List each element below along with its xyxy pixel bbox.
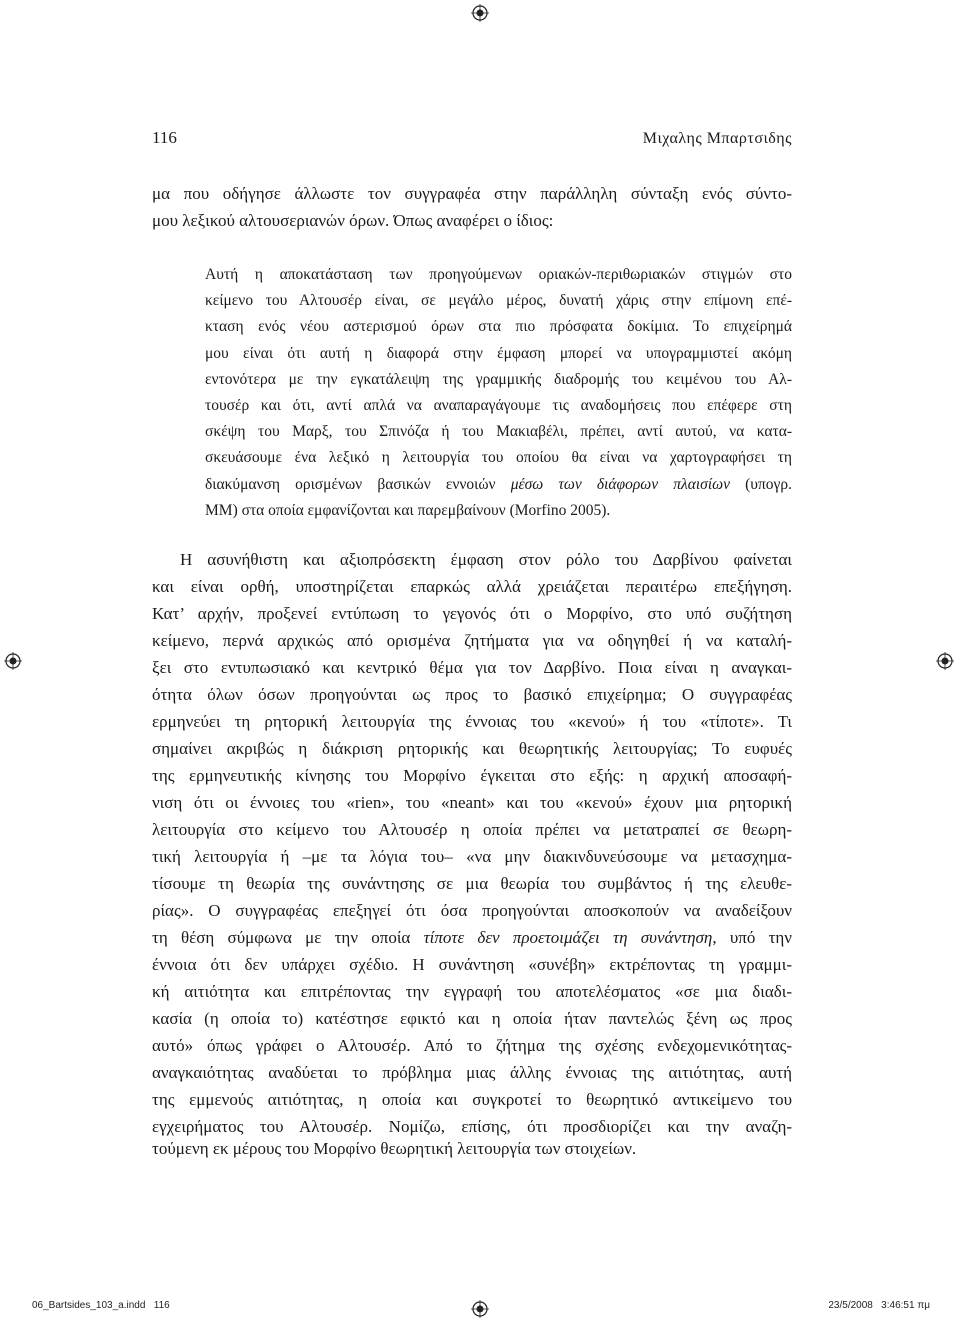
quote-text: (υπογρ. — [729, 476, 792, 493]
text-line: ξει στο εντυπωσιακό και κεντρικό θέμα για τον Δαρβίνο. Ποια είναι η αναγκαι- — [152, 658, 792, 677]
quote-line: εντονότερα με την εγκατάλειψη της γραμμικής διαδρομής του κειμένου του Αλ- — [205, 371, 792, 388]
quote-line: ΜΜ) στα οποία εμφανίζονται και παρεμβαίνουν (Morfino 2005). — [205, 502, 611, 519]
quote-line: σκευάσουμε ένα λεξικό η λειτουργία του οποίου θα είναι να χαρτογραφήσει τη — [205, 449, 792, 466]
quote-line: Αυτή η αποκατάσταση των προηγούμενων οριακών-περιθωριακών στιγμών στο — [205, 266, 792, 283]
text-line: τούμενη εκ μέρους του Μορφίνο θεωρητική λειτουργία των στοιχείων. — [152, 1139, 637, 1158]
text-line: σημαίνει ακριβώς η διάκριση ρητορικής και θεωρητικής λειτουργίας; Το ευφυές — [152, 739, 792, 758]
text-line: λειτουργία στο κείμενο του Αλτουσέρ η οποία πρέπει να μετατραπεί σε θεωρη- — [152, 820, 792, 839]
paragraph-intro — [152, 181, 792, 237]
text-line: ρίας». Ο συγγραφέας επεξηγεί ότι όσα προηγούνται αποσκοπούν να αναδείξουν — [152, 901, 792, 920]
text-line: ότητα όλων όσων προηγούνται ως προς το βασικό επιχείρημα; Ο συγγραφέας — [152, 685, 792, 704]
text-line: αυτό» όπως γράφει ο Αλτουσέρ. Από το ζήτημα της σχέσης ενδεχομενικότητας- — [152, 1036, 792, 1055]
page-number: 116 — [152, 128, 177, 147]
text-line: μα που οδήγησε άλλωστε τον συγγραφέα στην παράλληλη σύνταξη ενός σύντο- — [152, 184, 792, 203]
text-line: κασία (η οποία το) κατέστησε εφικτό και η οποία ήταν παντελώς ξένη ως προς — [152, 1009, 792, 1028]
block-quote — [205, 262, 792, 527]
text-line: νιση ότι οι έννοιες του «rien», του «neant» και του «κενού» έχουν μια ρητορική — [152, 793, 792, 812]
text-line: και είναι ορθή, υποστηρίζεται επαρκώς αλλά χρειάζεται περαιτέρω επεξήγηση. — [152, 577, 792, 596]
text-line: έννοια ότι δεν υπάρχει σχέδιο. Η συνάντηση «συνέβη» εκτρέποντας τη γραμμι- — [152, 955, 792, 974]
text-line: κείμενο, περνά αρχικώς από ορισμένα ζητήματα για να οδηγηθεί ή να καταλή- — [152, 631, 792, 650]
body-emphasis: τίποτε δεν προετοιμάζει τη συνάντηση — [423, 928, 713, 947]
quote-emphasis: μέσω των διάφορων πλαισίων — [510, 476, 730, 493]
text-line: ερμηνεύει τη ρητορική λειτουργία της έννοιας του «κενού» ή του «τίποτε». Τι — [152, 712, 792, 731]
quote-line — [205, 472, 792, 498]
body-text: τη θέση σύμφωνα με την οποία — [152, 928, 424, 947]
text-line: κή αιτιότητα και επιτρέποντας την εγγραφή του αποτελέσματος «σε μια διαδι- — [152, 982, 792, 1001]
text-line: της εμμενούς αιτιότητας, η οποία και συγκροτεί το θεωρητικό αντικείμενο του — [152, 1090, 792, 1109]
quote-line: τουσέρ και ότι, αντί απλά να αναπαραγάγουμε τις αναδομήσεις που επέφερε στη — [205, 397, 792, 414]
quote-text: διακύμανση ορισμένων βασικών εννοιών — [205, 476, 511, 493]
quote-line: μου είναι ότι αυτή η διαφορά στην έμφαση μπορεί να υπογραμμιστεί ακόμη — [205, 345, 792, 362]
text-line — [152, 925, 792, 951]
registration-mark-icon — [4, 652, 22, 670]
registration-mark-icon — [471, 4, 489, 22]
file-slug: 06_Bartsides_103_a.indd 116 — [32, 1300, 170, 1311]
quote-line: κταση ενός νέου αστερισμού όρων στα πιο πρόσφατα δοκίμια. Το επιχείρημά — [205, 318, 792, 335]
text-line: τίσουμε τη θεωρία της συνάντησης σε μια θεωρία του συμβάντος ή της ελευθε- — [152, 874, 792, 893]
quote-line: κείμενο του Αλτουσέρ είναι, σε μεγάλο μέρος, δυνατή χάρις στην επίμονη επέ- — [205, 292, 792, 309]
running-head: Μιχαλης Μπαρτσιδης — [642, 130, 792, 147]
text-line: Κατ’ αρχήν, προξενεί εντύπωση το γεγονός ότι ο Μορφίνο, στο υπό συζήτηση — [152, 604, 792, 623]
text-line: εγχειρήματος του Αλτουσέρ. Νομίζω, επίσης, ότι προσδιορίζει και την αναζη- — [152, 1117, 792, 1136]
body-text: , υπό την — [712, 928, 792, 947]
print-timestamp: 23/5/2008 3:46:51 πμ — [828, 1300, 930, 1311]
text-line: της ερμηνευτικής κίνησης του Μορφίνο έγκειται στο εξής: η αρχική αποσαφή- — [152, 766, 792, 785]
registration-mark-icon — [936, 652, 954, 670]
quote-line: σκέψη του Μαρξ, του Σπινόζα ή του Μακιαβέλι, πρέπει, αντί αυτού, να κατα- — [205, 423, 792, 440]
paragraph-main — [152, 547, 792, 1162]
text-line: Η ασυνήθιστη και αξιοπρόσεκτη έμφαση στον ρόλο του Δαρβίνου φαίνεται — [180, 550, 792, 569]
text-line: μου λεξικού αλτουσεριανών όρων. Όπως αναφέρει ο ίδιος: — [152, 211, 554, 230]
text-line: τική λειτουργία ή –με τα λόγια του– «να μην διακινδυνεύσουμε να μετασχημα- — [152, 847, 792, 866]
text-line: αναγκαιότητας αναδύεται το πρόβλημα μιας άλλης έννοιας της αιτιότητας, αυτή — [152, 1063, 792, 1082]
registration-mark-icon — [471, 1300, 489, 1318]
